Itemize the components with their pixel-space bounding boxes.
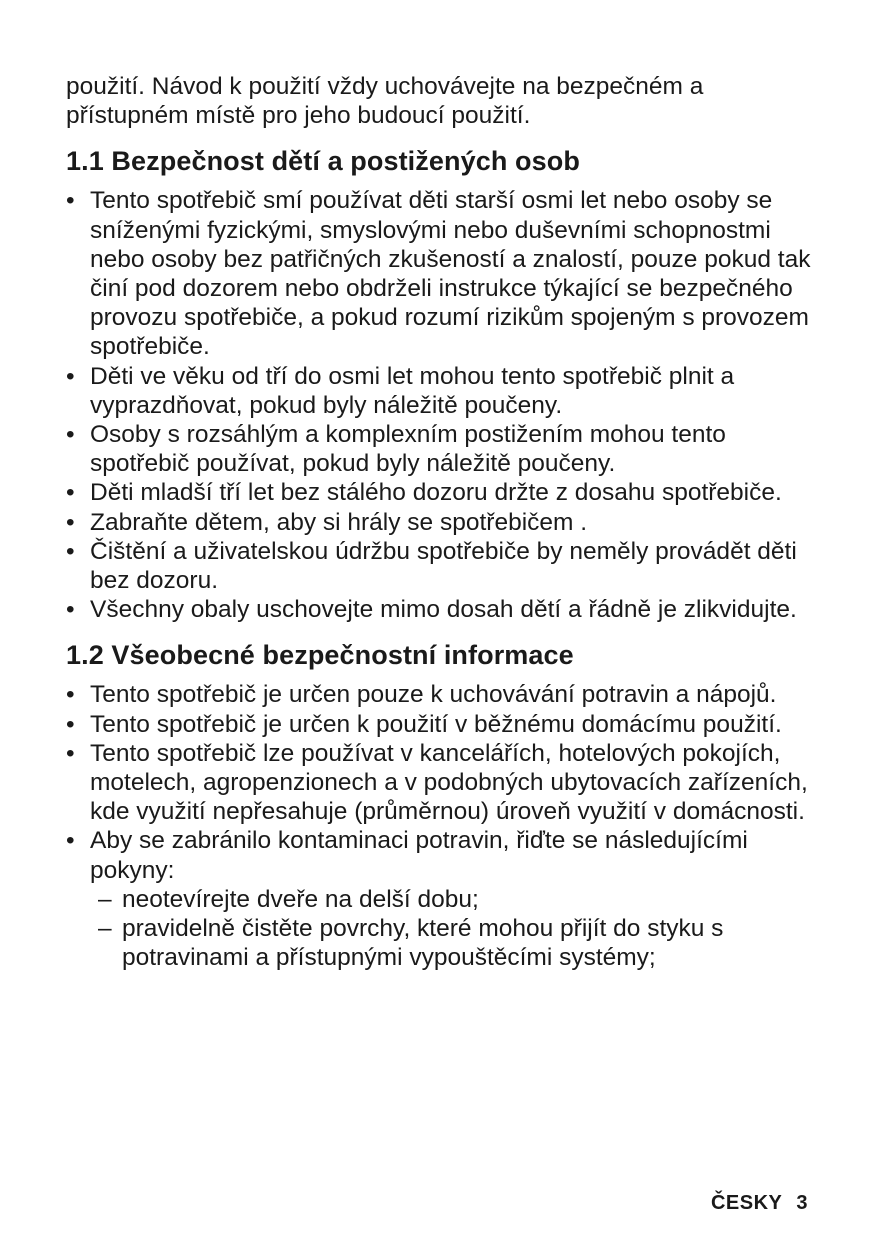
sub-list-item: – pravidelně čistěte povrchy, které mohou přijít do styku s potravinami a přístupnými vypouštěcími systémy; bbox=[90, 914, 816, 972]
list-item: • Všechny obaly uschovejte mimo dosah dětí a řádně je zlikvidujte. bbox=[66, 595, 816, 624]
list-item: • Děti mladší tří let bez stálého dozoru držte z dosahu spotřebiče. bbox=[66, 478, 816, 507]
section-2-heading: 1.2 Všeobecné bezpečnostní informace bbox=[66, 640, 574, 671]
footer-language: ČESKY bbox=[710, 1192, 783, 1214]
list-item: • Tento spotřebič je určen k použití v běžnému domácímu použití. bbox=[66, 710, 816, 739]
page-footer bbox=[711, 1192, 808, 1215]
page-content bbox=[66, 72, 816, 972]
list-item: • Tento spotřebič lze používat v kancelářích, hotelových pokojích, motelech, agropenzionech a v podobných ubytovacích zařízeních, kde využití nepřesahuje (průměrnou) úroveň využití v domácnosti. bbox=[66, 739, 816, 827]
list-item-text: Aby se zabránilo kontaminaci potravin, řiďte se následujícími pokyny: bbox=[90, 827, 748, 884]
intro-paragraph: použití. Návod k použití vždy uchovávejte na bezpečném a přístupném místě pro jeho budoucí použití. bbox=[66, 73, 704, 130]
sub-list-item: – neotevírejte dveře na delší dobu; bbox=[90, 885, 816, 914]
section-1-heading: 1.1 Bezpečnost dětí a postižených osob bbox=[66, 146, 580, 177]
sub-list bbox=[90, 885, 816, 973]
page-number: 3 bbox=[796, 1192, 808, 1214]
list-item: • Osoby s rozsáhlým a komplexním postižením mohou tento spotřebič používat, pokud byly náležitě poučeny. bbox=[66, 420, 816, 478]
list-item-with-sublist bbox=[66, 826, 816, 972]
list-item: • Děti ve věku od tří do osmi let mohou tento spotřebič plnit a vyprazdňovat, pokud byly náležitě poučeny. bbox=[66, 362, 816, 420]
list-item: • Tento spotřebič smí používat děti starší osmi let nebo osoby se sníženými fyzickými, smyslovými nebo duševními schopnostmi nebo osoby bez patřičných zkušeností a znalostí, pouze pokud tak činí pod dozorem nebo obdrželi instrukce týkající se bezpečného provozu spotřebiče, a pokud rozumí rizikům spojeným s provozem spotřebiče. bbox=[66, 186, 816, 361]
list-item: • Tento spotřebič je určen pouze k uchovávání potravin a nápojů. bbox=[66, 680, 816, 709]
section-1-list bbox=[66, 186, 816, 624]
list-item: • Zabraňte dětem, aby si hrály se spotřebičem . bbox=[66, 508, 816, 537]
section-2-list bbox=[66, 680, 816, 972]
list-item: • Čištění a uživatelskou údržbu spotřebiče by neměly provádět děti bez dozoru. bbox=[66, 537, 816, 595]
